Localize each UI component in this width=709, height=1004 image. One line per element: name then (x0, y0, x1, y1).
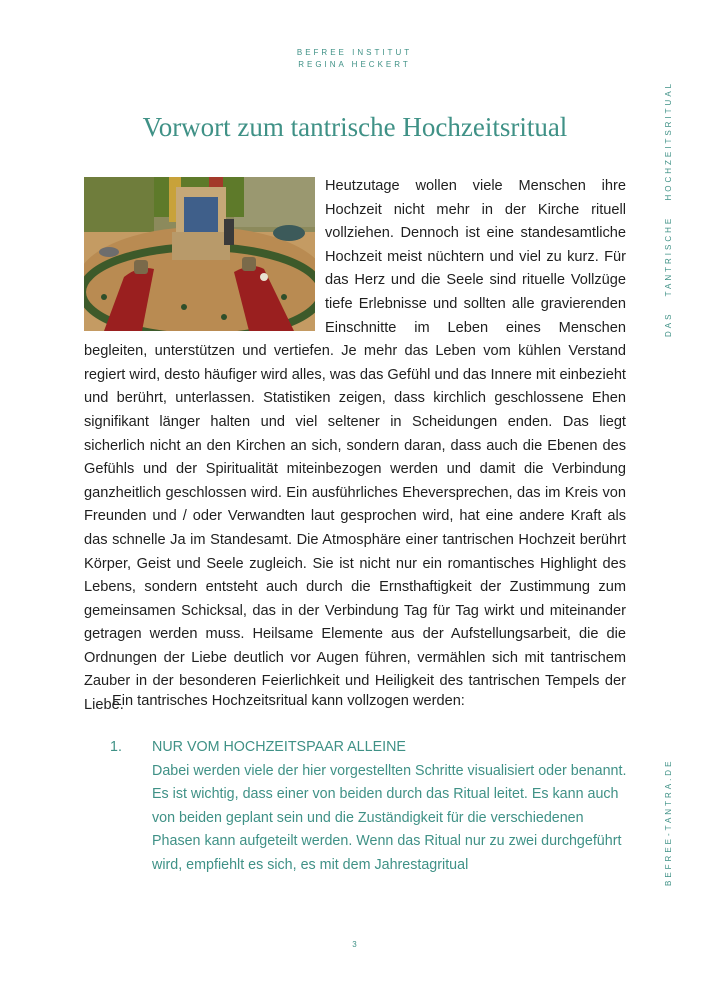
list-item-number: 1. (110, 739, 122, 755)
page-number: 3 (352, 940, 357, 949)
header-author: REGINA HECKERT (298, 60, 411, 69)
list-item-text: Dabei werden viele der hier vorgestellten Schritte visualisiert oder benannt. Es ist wichtig, dass einer von beiden durch das Ritual leitet. Es kann auch von beiden geplant sein und die Zuständigkeit für die verschiedenen Phasen kann aufgeteilt werden. Wenn das Ritual nur zu zwei durchgeführt wird, empfiehlt es sich, es mit dem Jahrestagritual (152, 762, 627, 873)
sidebar-word: HOCHZEITSRITUAL (664, 80, 673, 201)
ritual-list (110, 736, 630, 877)
photo-spacer (84, 175, 315, 331)
page-title: Vorwort zum tantrische Hochzeitsritual (142, 112, 568, 142)
sidebar-website: BEFREE-TANTRA.DE (664, 758, 673, 886)
sidebar-word: DAS (664, 311, 673, 337)
page-header (0, 47, 709, 71)
body-paragraph (84, 175, 626, 718)
list-item (110, 736, 630, 877)
sidebar-word: TANTRISCHE (664, 215, 673, 297)
body-paragraph-text: Heutzutage wollen viele Menschen ihre Hochzeit nicht mehr in der Kirche rituell vollziehen. Dennoch ist eine standesamtliche Hochzeit meist nüchtern und viel zu kurz. Für das Herz und die Seele sind rituelle Vollzüge tiefe Erlebnisse und sollten alle gravierenden Einschnitte im Leben eines Menschen begleiten, unterstützen und vertiefen. Je mehr das Leben vom kühlen Verstand regiert wird, desto häufiger wird alles, was das Gefühl und das Innere mit einbezieht und berührt, unterlassen. Statistiken zeigen, dass kirchlich geschlossene Ehen signifikant länger halten und viel seltener in Scheidungen enden. Das liegt sicherlich nicht an den Kirchen an sich, sondern daran, dass auch die Ebenen des Gefühls und der Spiritualität miteinbezogen werden und damit die Verbindung ganzheitlich geschlossen wird. Ein ausführliches Eheversprechen, das im Kreis von Freunden und / oder Verwandten laut gesprochen wird, hat eine andere Kraft als das schnelle Ja im Standesamt. Die Atmosphäre einer tantrischen Hochzeit berührt Körper, Geist und Seele zugleich. Sie ist nicht nur ein romantisches Highlight des Lebens, sondern entsteht auch durch die Ernsthaftigkeit der Zustimmung zum gemeinsamen Schicksal, das in der Verbindung Tag für Tag wirkt und miteinander getragen werden muss. Heilsame Elemente aus der Aufstellungsarbeit, die die Ordnungen der Liebe deutlich vor Augen führen, vermählen sich mit tantrischem Zauber in der besonderen Feierlichkeit und Heiligkeit des tantrischen Tempels der Liebe. (84, 178, 626, 714)
list-item-heading: NUR VOM HOCHZEITSPAAR ALLEINE (152, 739, 406, 755)
header-institute: BEFREE INSTITUT (296, 48, 413, 57)
sidebar-section-title (664, 76, 673, 342)
intro-sentence: Ein tantrisches Hochzeitsritual kann vollzogen werden: (112, 693, 465, 709)
